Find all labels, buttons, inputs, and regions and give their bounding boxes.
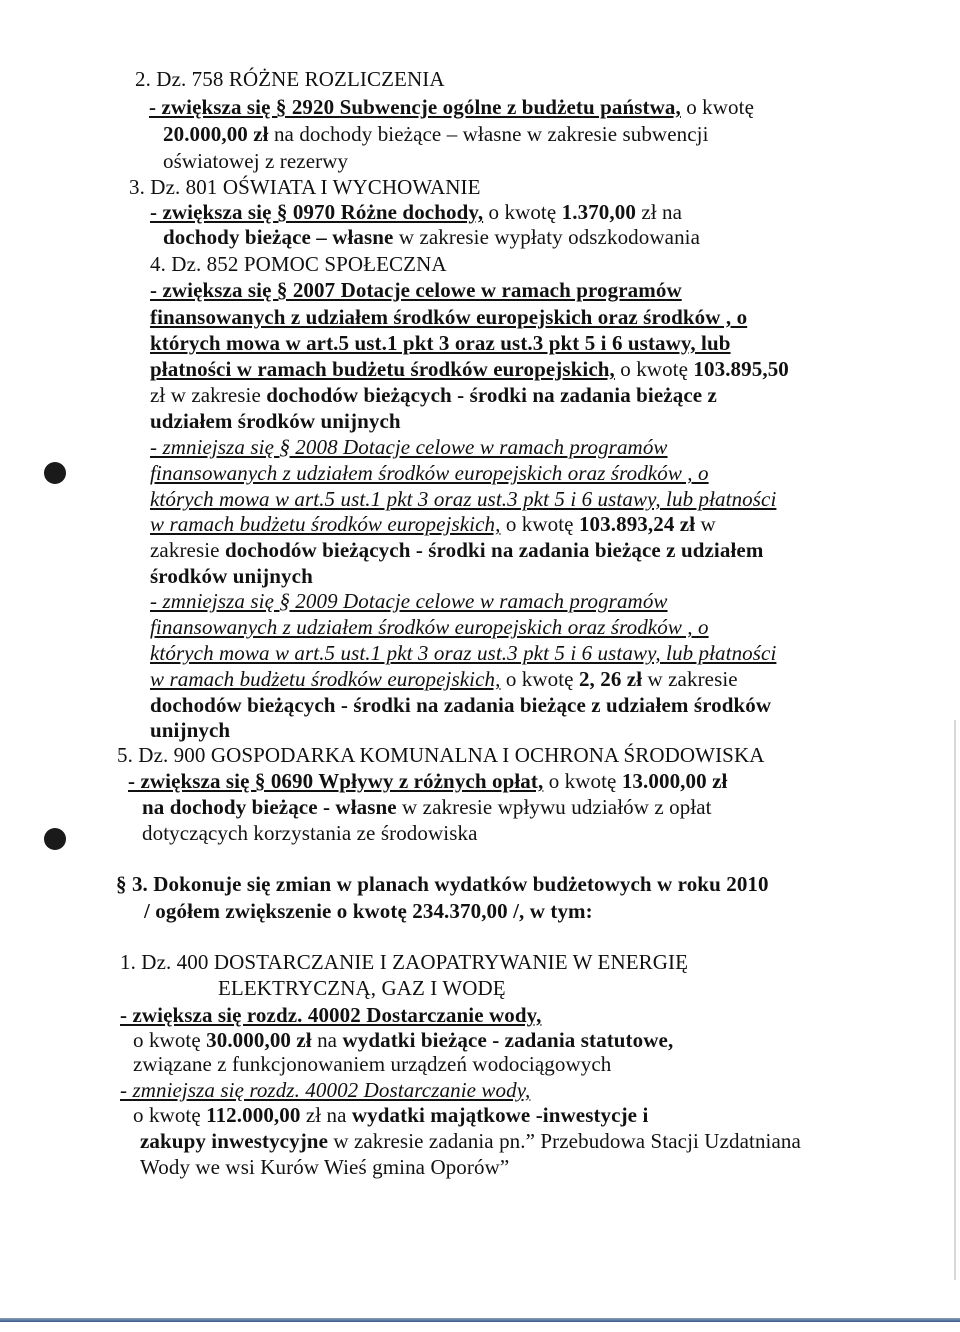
- text: finansowanych z udziałem środków europejskich oraz środków , o: [150, 305, 748, 329]
- text: zł na: [635, 200, 683, 224]
- scan-edge: [954, 720, 956, 1280]
- text: finansowanych z udziałem środków europejskich oraz środków , o: [150, 461, 709, 485]
- text: zakresie: [150, 538, 225, 562]
- text: finansowanych z udziałem środków europejskich oraz środków , o: [150, 615, 709, 639]
- text: - zwiększa się § 2007 Dotacje celowe w ramach programów: [150, 278, 682, 302]
- paragraph-line: [150, 357, 789, 381]
- punch-hole: [44, 828, 66, 850]
- paragraph-line: [144, 899, 593, 923]
- text: których mowa w art.5 ust.1 pkt 3 oraz ust.3 pkt 5 i 6 ustawy, lub płatności: [150, 641, 777, 665]
- text: w zakresie: [642, 667, 738, 691]
- paragraph-line: [150, 200, 682, 224]
- text: / ogółem zwiększenie o kwotę 234.370,00 /, w tym:: [144, 899, 593, 923]
- text: o kwotę: [614, 357, 694, 381]
- text: 1.370,00: [561, 200, 636, 224]
- text: o kwotę: [133, 1103, 207, 1127]
- text: których mowa w art.5 ust.1 pkt 3 oraz ust.3 pkt 5 i 6 ustawy, lub: [150, 331, 731, 355]
- text: oświatowej z rezerwy: [163, 149, 349, 173]
- paragraph-line: [150, 589, 668, 613]
- paragraph-line: [150, 435, 668, 459]
- paragraph-line: [163, 122, 709, 146]
- punch-hole: [44, 462, 66, 484]
- text: dochodów bieżących - środki na zadania bieżące z udziałem: [224, 538, 764, 562]
- text: - zmniejsza się § 2008 Dotacje celowe w ramach programów: [150, 435, 668, 459]
- paragraph-line: [150, 305, 747, 329]
- text: 112.000,00: [206, 1103, 301, 1127]
- text: o kwotę: [483, 200, 562, 224]
- text: dochodów bieżących - środki na zadania bieżące z udziałem środków: [150, 693, 772, 717]
- paragraph-line: [120, 1078, 530, 1102]
- text: § 3. Dokonuje się zmian w planach wydatków budżetowych w roku 2010: [116, 872, 769, 896]
- paragraph-line: [133, 1052, 611, 1076]
- paragraph-line: [140, 1155, 509, 1179]
- paragraph-line: [150, 409, 401, 433]
- text: 13.000,00 zł: [621, 769, 728, 793]
- paragraph-line: [142, 821, 478, 845]
- text: wydatki majątkowe -inwestycje i: [351, 1103, 649, 1127]
- scan-edge: [0, 1318, 960, 1322]
- section-heading: [218, 976, 506, 1000]
- text: w ramach budżetu środków europejskich,: [150, 512, 501, 536]
- text: Wody we wsi Kurów Wieś gmina Oporów”: [140, 1155, 510, 1179]
- paragraph-line: [142, 795, 712, 819]
- paragraph-line: [150, 718, 230, 742]
- text: w zakresie subwencji: [521, 122, 709, 146]
- text: 1. Dz. 400 DOSTARCZANIE I ZAOPATRYWANIE W ENERGIĘ: [120, 950, 689, 974]
- paragraph-line: [150, 641, 776, 665]
- paragraph-line: [150, 693, 771, 717]
- text: - zwiększa się § 0690 Wpływy z różnych opłat,: [128, 769, 544, 793]
- paragraph-line: [128, 769, 727, 793]
- paragraph-line: [133, 1103, 648, 1127]
- text: środków unijnych: [150, 564, 313, 588]
- section-heading: [120, 950, 688, 974]
- text: 4. Dz. 852 POMOC SPOŁECZNA: [150, 252, 447, 276]
- text: udziałem środków unijnych: [150, 409, 401, 433]
- section-heading: [150, 252, 447, 276]
- paragraph-line: [150, 331, 731, 355]
- text: - zwiększa się § 2920 Subwencje ogólne z budżetu państwa,: [149, 95, 681, 119]
- text: o kwotę: [500, 512, 579, 536]
- text: na: [311, 1028, 343, 1052]
- paragraph-line: [150, 278, 682, 302]
- paragraph-line: [150, 667, 738, 691]
- paragraph-line: [150, 615, 709, 639]
- paragraph-line: [163, 225, 700, 249]
- text: 30.000,00 zł: [206, 1028, 312, 1052]
- text: w: [695, 512, 716, 536]
- text: 103.893,24 zł: [578, 512, 696, 536]
- text: wydatki bieżące - zadania statutowe,: [342, 1028, 674, 1052]
- text: w zakresie wpływu udziałów z opłat: [396, 795, 712, 819]
- section-heading: [117, 743, 764, 767]
- text: 5. Dz. 900 GOSPODARKA KOMUNALNA I OCHRONA ŚRODOWISKA: [117, 743, 765, 767]
- section-heading: [135, 67, 445, 91]
- text: o kwotę: [500, 667, 579, 691]
- text: związane z funkcjonowaniem urządzeń wodociągowych: [133, 1052, 612, 1076]
- text: których mowa w art.5 ust.1 pkt 3 oraz ust.3 pkt 5 i 6 ustawy, lub płatności: [150, 487, 777, 511]
- text: w zakresie wypłaty odszkodowania: [393, 225, 701, 249]
- text: 2, 26 zł: [578, 667, 643, 691]
- paragraph-line: [149, 95, 754, 119]
- text: - zmniejsza się § 2009 Dotacje celowe w ramach programów: [150, 589, 668, 613]
- text: o kwotę: [133, 1028, 207, 1052]
- paragraph-line: [133, 1028, 673, 1052]
- text: zł w zakresie: [150, 383, 267, 407]
- text: - zwiększa się § 0970 Różne dochody,: [150, 200, 484, 224]
- text: płatności w ramach budżetu środków europejskich,: [150, 357, 615, 381]
- text: dochody bieżące – własne: [163, 225, 394, 249]
- paragraph-line: [150, 383, 717, 407]
- text: o kwotę: [543, 769, 622, 793]
- paragraph-line: [150, 538, 763, 562]
- text: - zwiększa się rozdz. 40002 Dostarczanie wody,: [120, 1003, 542, 1027]
- section-heading: [129, 175, 481, 199]
- paragraph-line: [150, 461, 709, 485]
- text: zł na: [300, 1103, 352, 1127]
- text: o kwotę: [680, 95, 754, 119]
- text: 2. Dz. 758 RÓŻNE ROZLICZENIA: [135, 67, 445, 91]
- text: 20.000,00 zł: [163, 122, 269, 146]
- text: dochodów bieżących - środki na zadania bieżące z: [266, 383, 717, 407]
- paragraph-line: [150, 512, 716, 536]
- text: na dochody bieżące - własne: [142, 795, 397, 819]
- text: 3. Dz. 801 OŚWIATA I WYCHOWANIE: [129, 175, 481, 199]
- paragraph-line: [120, 1003, 541, 1027]
- text: ELEKTRYCZNĄ, GAZ I WODĘ: [218, 976, 506, 1000]
- paragraph-line: [150, 487, 776, 511]
- text: zakupy inwestycyjne: [140, 1129, 328, 1153]
- text: - zmniejsza się rozdz. 40002 Dostarczanie wody,: [120, 1078, 531, 1102]
- paragraph-line: [140, 1129, 801, 1153]
- text: unijnych: [150, 718, 231, 742]
- section-heading: [116, 872, 769, 896]
- text: 103.895,50: [693, 357, 789, 381]
- paragraph-line: [150, 564, 313, 588]
- text: w ramach budżetu środków europejskich,: [150, 667, 501, 691]
- text: na dochody bieżące – własne: [268, 122, 522, 146]
- text: dotyczących korzystania ze środowiska: [142, 821, 478, 845]
- text: w zakresie zadania pn.” Przebudowa Stacji Uzdatniana: [328, 1129, 801, 1153]
- paragraph-line: [163, 149, 348, 173]
